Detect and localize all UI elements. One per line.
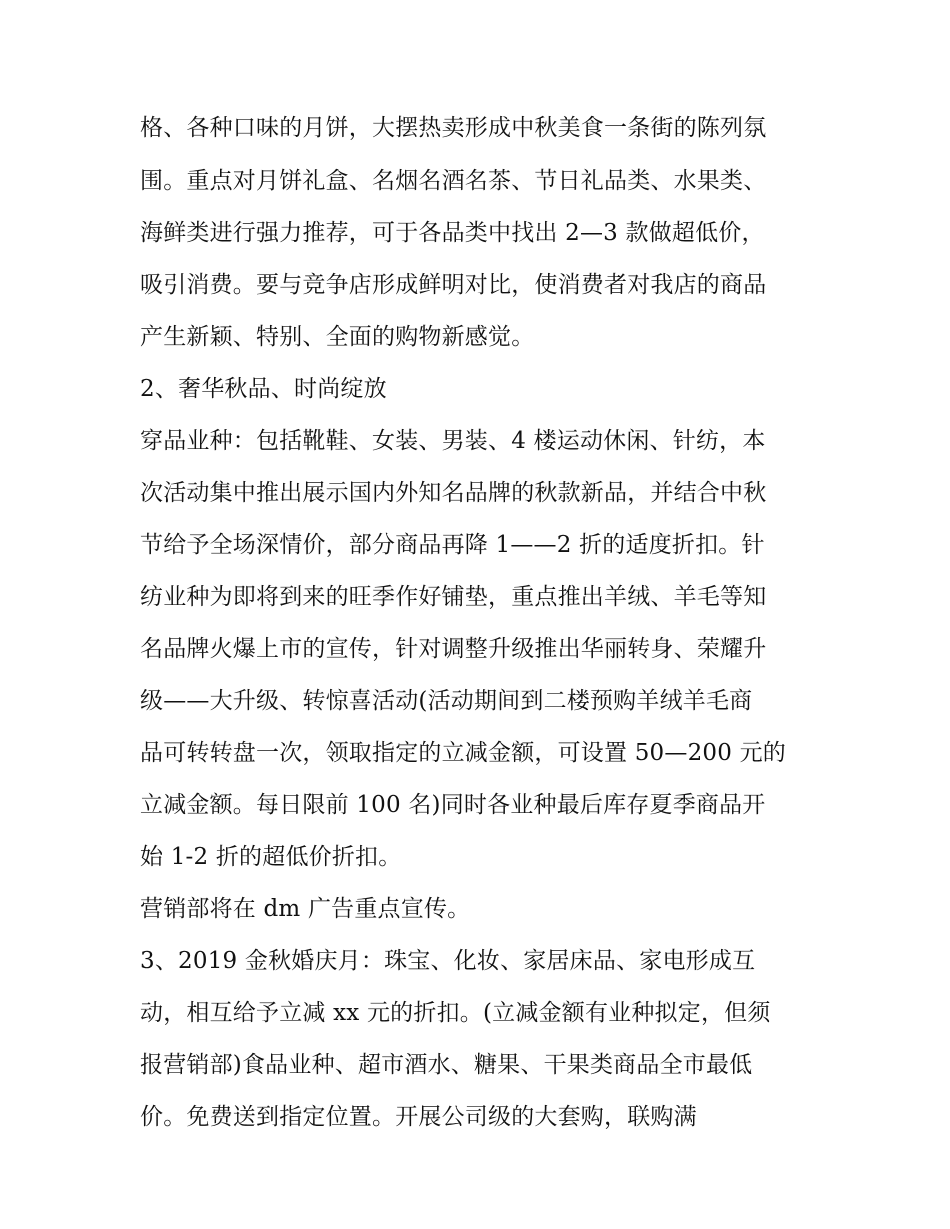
paragraph-line: 海鲜类进行强力推荐，可于各品类中找出 2—3 款做超低价，	[140, 220, 765, 246]
paragraph-line: 营销部将在 dm 广告重点宣传。	[140, 896, 471, 922]
paragraph-line: 名品牌火爆上市的宣传，针对调整升级推出华丽转身、荣耀升	[140, 636, 767, 662]
paragraph-line: 纺业种为即将到来的旺季作好铺垫，重点推出羊绒、羊毛等知	[140, 584, 767, 610]
paragraph-line: 吸引消费。要与竞争店形成鲜明对比，使消费者对我店的商品	[140, 272, 767, 298]
paragraph-line: 围。重点对月饼礼盒、名烟名酒名茶、节日礼品类、水果类、	[140, 168, 767, 194]
paragraph-line: 品可转转盘一次，领取指定的立减金额，可设置 50—200 元的	[140, 740, 786, 766]
paragraph-line: 产生新颖、特别、全面的购物新感觉。	[140, 324, 535, 350]
paragraph-line: 次活动集中推出展示国内外知名品牌的秋款新品，并结合中秋	[140, 480, 767, 506]
paragraph-line: 价。免费送到指定位置。开展公司级的大套购，联购满	[140, 1104, 697, 1130]
section-heading: 3、2019 金秋婚庆月：珠宝、化妆、家居床品、家电形成互	[140, 948, 756, 974]
paragraph-line: 报营销部)食品业种、超市酒水、糖果、干果类商品全市最低	[140, 1052, 753, 1078]
paragraph-line: 节给予全场深情价，部分商品再降 1——2 折的适度折扣。针	[140, 532, 765, 558]
section-heading: 2、奢华秋品、时尚绽放	[140, 376, 387, 402]
paragraph-line: 立减金额。每日限前 100 名)同时各业种最后库存夏季商品开	[140, 792, 766, 818]
paragraph-line: 动，相互给予立减 xx 元的折扣。(立减金额有业种拟定，但须	[140, 1000, 771, 1026]
paragraph-line: 穿品业种：包括靴鞋、女装、男装、4 楼运动休闲、针纺，本	[140, 428, 766, 454]
paragraph-line: 级——大升级、转惊喜活动(活动期间到二楼预购羊绒羊毛商	[140, 688, 753, 714]
paragraph-line: 始 1-2 折的超低价折扣。	[140, 844, 402, 870]
paragraph-line: 格、各种口味的月饼，大摆热卖形成中秋美食一条街的陈列氛	[140, 115, 767, 141]
